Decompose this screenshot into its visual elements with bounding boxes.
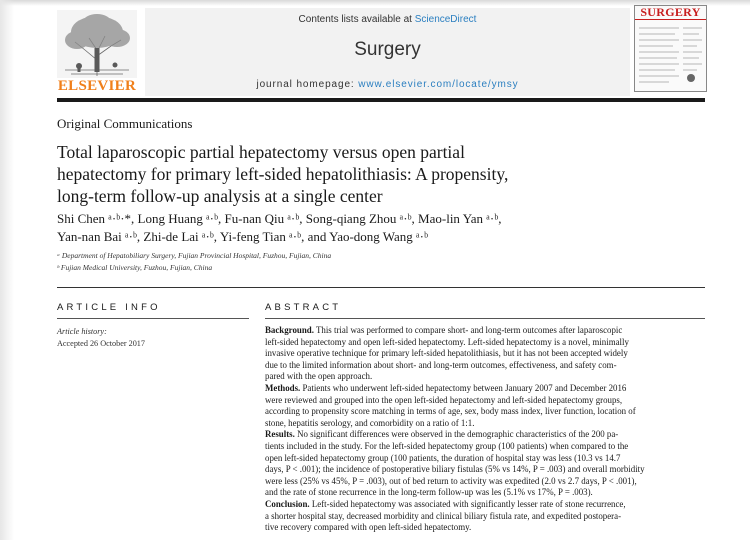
cover-contents-lines <box>639 24 702 86</box>
abstract-line <box>265 325 707 337</box>
abstract-line: and the rate of stone recurrence in the long-term follow-up was les (5.1% vs 17%, P = .003). <box>265 487 593 498</box>
abstract-line: were less (25% vs 45%, P = .003), out of bed return to activity was expedited (2.0 vs 2.7 days, P < .001), <box>265 475 637 486</box>
abstract-line: tive recovery compared with open left-sided hepatectomy. <box>265 522 472 533</box>
title-line: Total laparoscopic partial hepatectomy versus open partial <box>57 142 465 162</box>
methods-text: Patients who underwent left-sided hepatectomy between January 2007 and December 2016 <box>300 382 627 393</box>
abstract-line <box>265 383 707 395</box>
cover-title: SURGERY <box>635 6 706 20</box>
journal-header <box>145 8 630 96</box>
author-list <box>57 210 697 246</box>
title-line: hepatectomy for primary left-sided hepatolithiasis: A propensity, <box>57 164 509 184</box>
conclusion-label: Conclusion. <box>265 498 310 509</box>
abstract-line: were reviewed and grouped into the open left-sided hepatectomy and left-sided hepatectomy groups, <box>265 394 623 405</box>
journal-title: Surgery <box>354 39 421 60</box>
accepted-date: Accepted 26 October 2017 <box>57 339 145 348</box>
author-line[interactable]: Shi Chen ᵃ·ᵇ·*, Long Huang ᵃ·ᵇ, Fu-nan Qiu ᵃ·ᵇ, Song-qiang Zhou ᵃ·ᵇ, Mao-lin Yan ᵃ·ᵇ, <box>57 211 502 226</box>
results-label: Results. <box>265 429 295 440</box>
abstract-line: a shorter hospital stay, decreased morbidity and clinical biliary fistula rate, and expedited postopera- <box>265 510 622 521</box>
homepage-link[interactable]: www.elsevier.com/locate/ymsy <box>358 79 519 90</box>
abstract-line: due to the limited information about short- and long-term outcomes, effectiveness, and safety com- <box>265 359 617 370</box>
background-label: Background. <box>265 325 314 335</box>
abstract-heading: ABSTRACT <box>265 302 342 313</box>
abstract-line <box>265 499 707 511</box>
abstract-line <box>265 429 707 441</box>
abstract-line: according to propensity score matching in terms of age, sex, body mass index, liver function, location of <box>265 406 636 417</box>
affiliation-b: ᵇ Fujian Medical University, Fuzhou, Fujian, China <box>57 263 213 272</box>
journal-homepage-line <box>145 79 630 90</box>
article-info-heading: ARTICLE INFO <box>57 302 161 313</box>
conclusion-text: Left-sided hepatectomy was associated with significantly lesser rate of stone recurrence, <box>309 498 626 509</box>
abstract-line: pared with the open approach. <box>265 371 373 382</box>
journal-cover-thumbnail <box>634 5 707 92</box>
abstract-line: left-sided hepatectomy and open left-sided hepatectomy. Left-sided hepatectomy is a novel, minimally <box>265 336 629 347</box>
head-divider <box>57 287 705 288</box>
affiliations <box>57 250 331 274</box>
page-left-shadow <box>0 0 14 540</box>
affiliation-a: ᵃ Department of Hepatobiliary Surgery, Fujian Provincial Hospital, Fuzhou, Fujian, China <box>57 251 332 260</box>
abstract-line: tients included in the study. For the left-sided hepatectomy group (100 patients) when compared to the <box>265 440 629 451</box>
author-line[interactable]: Yan-nan Bai ᵃ·ᵇ, Zhi-de Lai ᵃ·ᵇ, Yi-feng Tian ᵃ·ᵇ, and Yao-dong Wang ᵃ·ᵇ <box>57 229 428 244</box>
results-text: No significant differences were observed in the demographic characteristics of the 200 pa- <box>294 429 619 440</box>
contents-line <box>145 14 630 25</box>
article-title <box>57 141 657 207</box>
abstract-line: days, P < .001); the incidence of postoperative biliary fistulas (5% vs 14%, P = .003) and overall morbidity <box>265 464 645 475</box>
publisher-name: ELSEVIER <box>57 78 137 94</box>
methods-label: Methods. <box>265 382 301 393</box>
title-line: long-term follow-up analysis at a single center <box>57 186 383 206</box>
article-history-label: Article history: <box>57 327 107 336</box>
abstract-rule <box>265 318 705 319</box>
sciencedirect-link[interactable]: ScienceDirect <box>414 14 477 25</box>
homepage-prefix: journal homepage: <box>256 79 355 90</box>
contents-prefix: Contents lists available at <box>298 14 412 25</box>
abstract-line: stone, hepatitis serology, and comorbidity on a ratio of 1:1. <box>265 417 475 428</box>
article-section-label: Original Communications <box>57 116 193 131</box>
background-text: This trial was performed to compare short- and long-term outcomes after laparoscopic <box>313 325 623 335</box>
article-info-rule <box>57 318 249 319</box>
abstract-body <box>265 325 707 534</box>
abstract-line: invasive operative technique for primary left-sided hepatolithiasis, but it has not been accepted widely <box>265 348 628 359</box>
abstract-line: open left-sided hepatectomy group (100 patients, the duration of hospital stay was less (10.3 vs 14.7 <box>265 452 621 463</box>
header-rule <box>57 98 705 102</box>
